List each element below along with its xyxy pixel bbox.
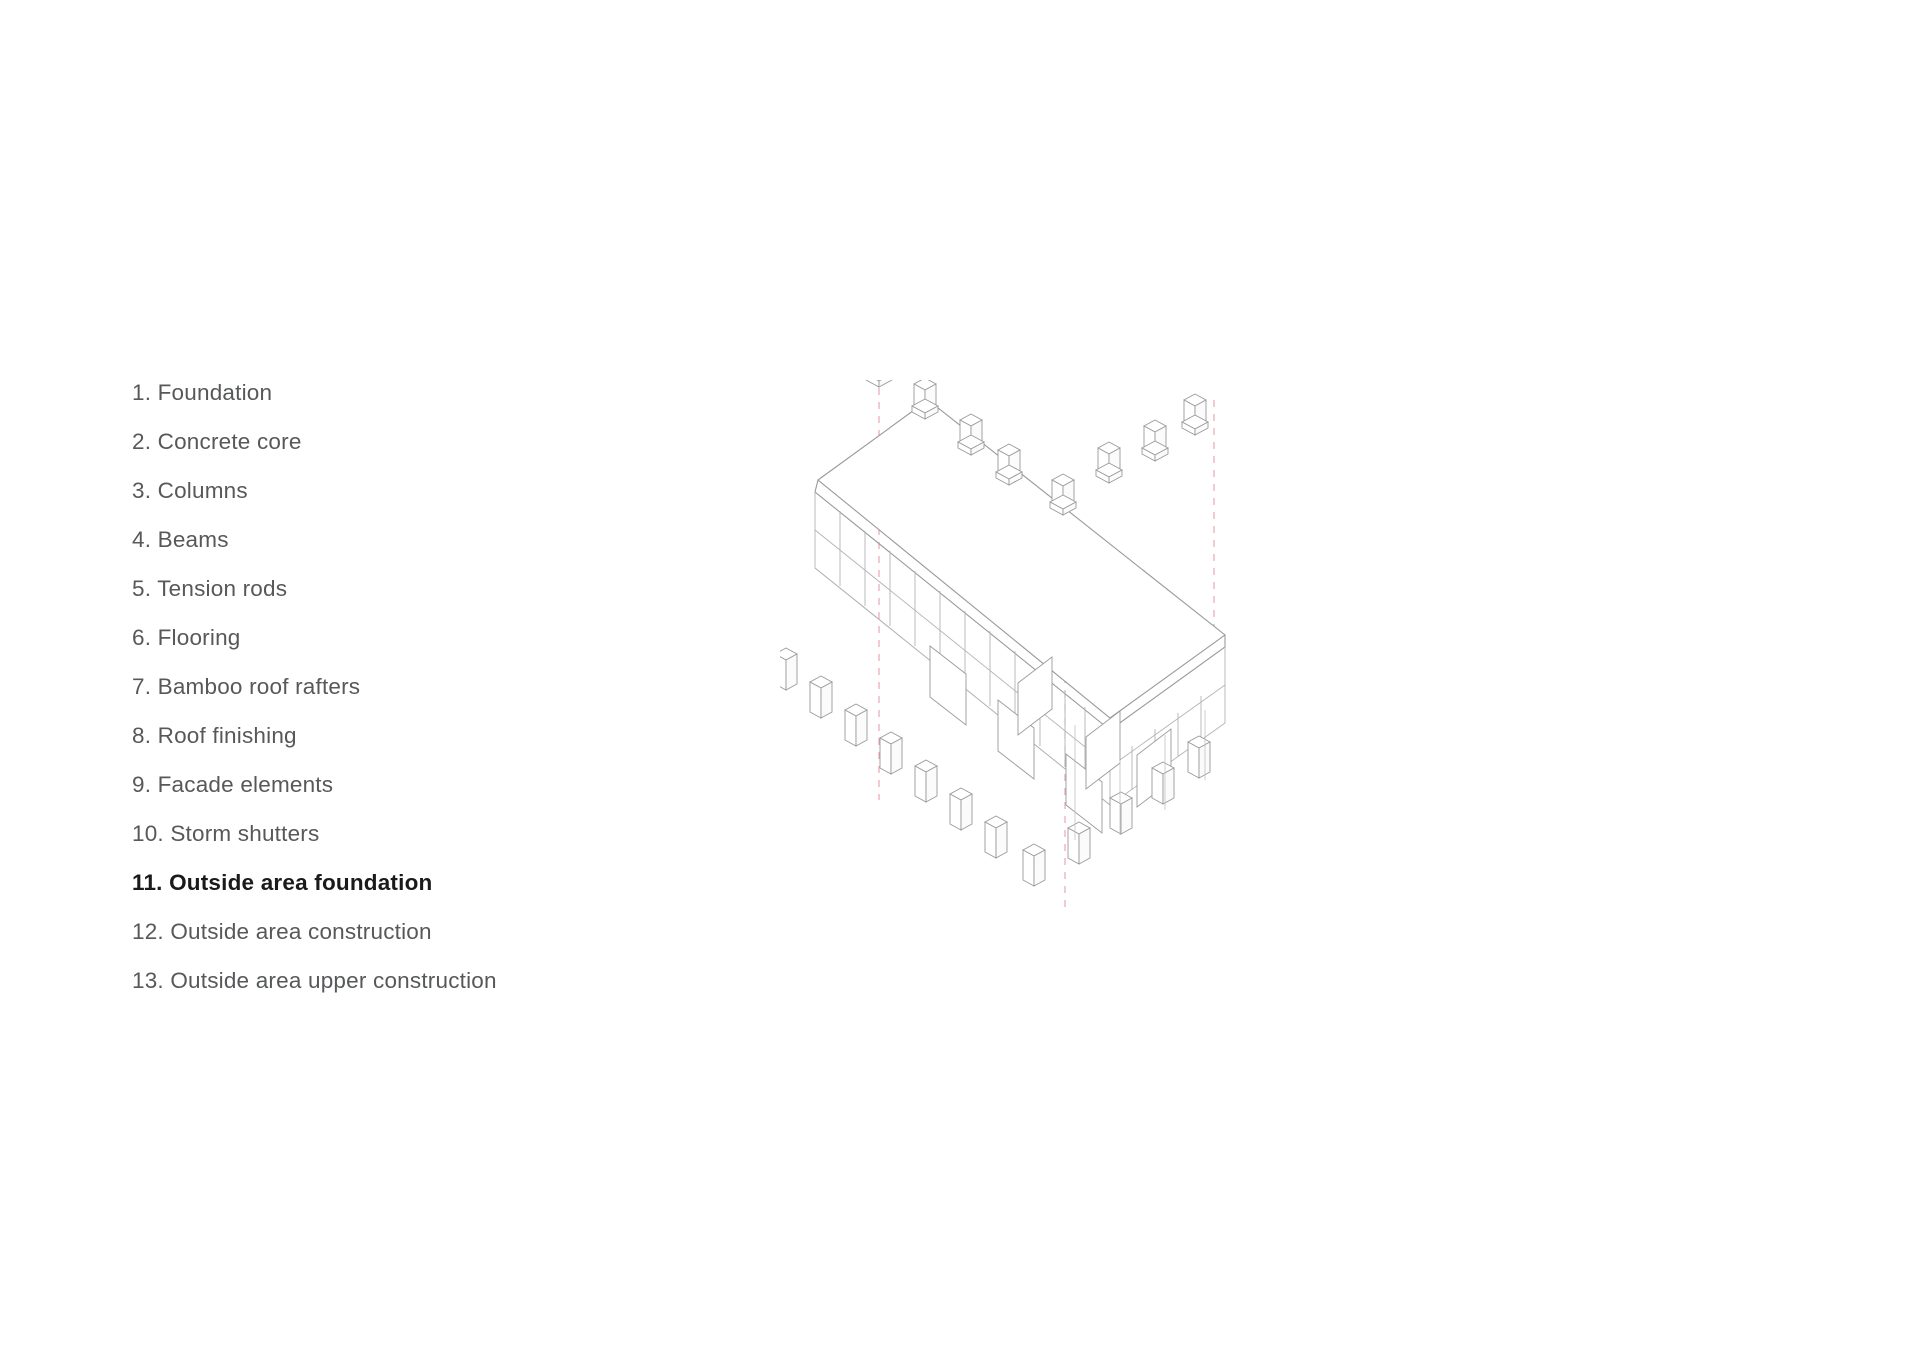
list-item[interactable]: 1. Foundation	[132, 380, 273, 405]
list-item-active[interactable]: 11. Outside area foundation	[132, 870, 433, 895]
list-item[interactable]: 3. Columns	[132, 478, 248, 503]
list-item[interactable]: 4. Beams	[132, 527, 229, 552]
list-item[interactable]: 7. Bamboo roof rafters	[132, 674, 361, 699]
list-item[interactable]: 2. Concrete core	[132, 429, 302, 454]
list-item[interactable]: 12. Outside area construction	[132, 919, 432, 944]
list-item[interactable]: 10. Storm shutters	[132, 821, 320, 846]
list-item[interactable]: 9. Facade elements	[132, 772, 334, 797]
list-item[interactable]: 5. Tension rods	[132, 576, 288, 601]
construction-step-list	[132, 368, 652, 1005]
axonometric-building-diagram	[780, 380, 1880, 1140]
list-item[interactable]: 8. Roof finishing	[132, 723, 297, 748]
list-item[interactable]: 6. Flooring	[132, 625, 241, 650]
list-item[interactable]: 13. Outside area upper construction	[132, 968, 497, 993]
